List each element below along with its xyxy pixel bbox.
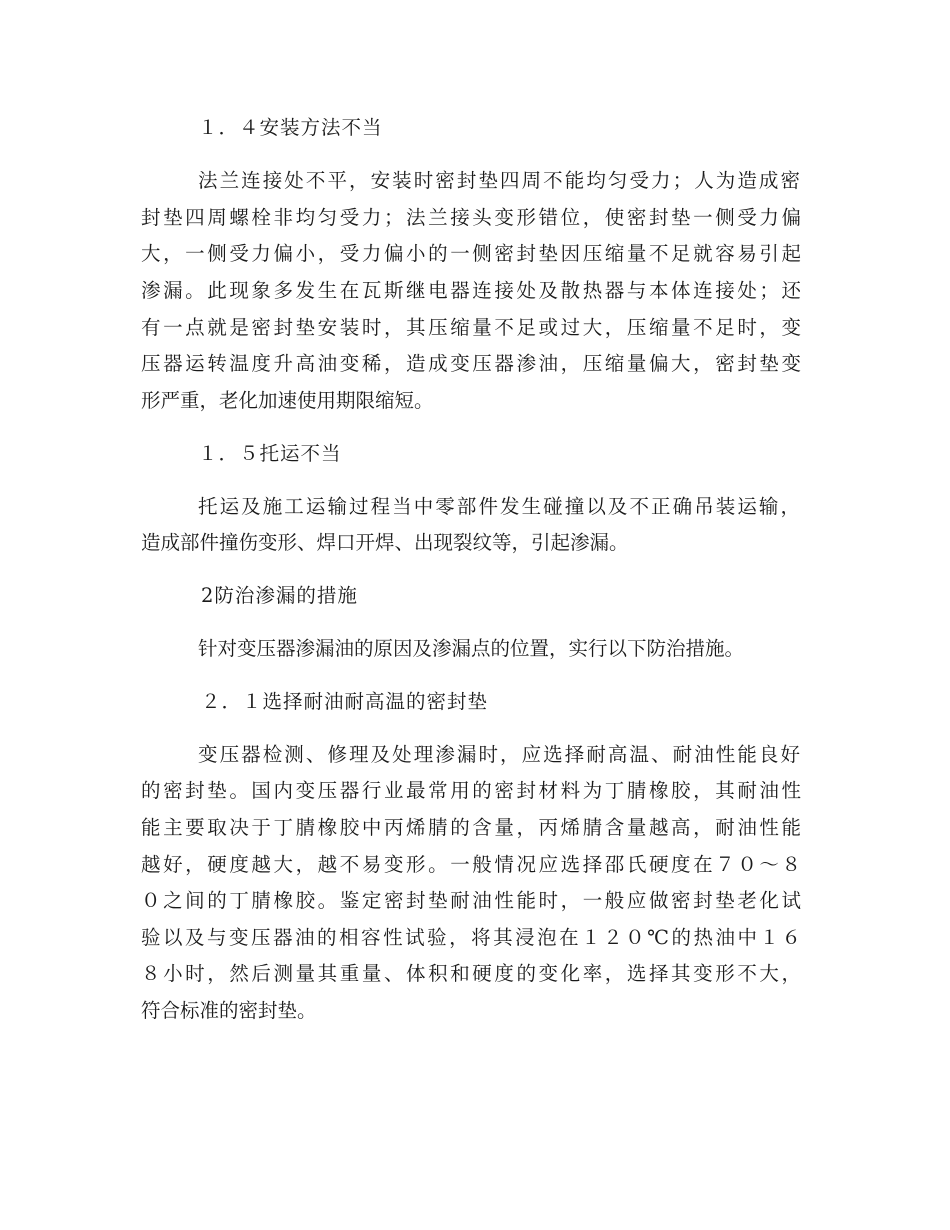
paragraph-line: 能主要取决于丁腈橡胶中丙烯腈的含量，丙烯腈含量越高，耐油性能 (141, 816, 801, 839)
section-heading-2-1: ２．１选择耐油耐高温的密封垫 (201, 690, 489, 713)
paragraph-line: 形严重，老化加速使用期限缩短。 (141, 389, 434, 412)
paragraph-line: 验以及与变压器油的相容性试验，将其浸泡在１２０℃的热油中１６ (141, 926, 801, 949)
paragraph-line: 渗漏。此现象多发生在瓦斯继电器连接处及散热器与本体连接处；还 (141, 279, 801, 302)
paragraph-line: 法兰连接处不平，安装时密封垫四周不能均匀受力；人为造成密 (198, 169, 800, 192)
paragraph-line: 造成部件撞伤变形、焊口开焊、出现裂纹等，引起渗漏。 (141, 531, 629, 554)
paragraph-line: 变压器检测、修理及处理渗漏时，应选择耐高温、耐油性能良好 (198, 743, 800, 766)
paragraph-line: 的密封垫。国内变压器行业最常用的密封材料为丁腈橡胶，其耐油性 (141, 779, 801, 802)
section-heading-1-5: １．５托运不当 (198, 442, 342, 465)
paragraph-line: ８小时，然后测量其重量、体积和硬度的变化率，选择其变形不大， (141, 962, 801, 985)
paragraph-line: 越好，硬度越大，越不易变形。一般情况应选择邵氏硬度在７０～８ (141, 853, 801, 876)
paragraph-line: 大，一侧受力偏小，受力偏小的一侧密封垫因压缩量不足就容易引起 (141, 242, 801, 265)
paragraph-line: ０之间的丁腈橡胶。鉴定密封垫耐油性能时，一般应做密封垫老化试 (141, 889, 801, 912)
paragraph-line: 封垫四周螺栓非均匀受力；法兰接头变形错位，使密封垫一侧受力偏 (141, 206, 801, 229)
section-heading-1-4: １．４安装方法不当 (198, 116, 383, 139)
paragraph-line: 符合标准的密封垫。 (141, 999, 317, 1022)
paragraph-line: 托运及施工运输过程当中零部件发生碰撞以及不正确吊装运输， (198, 495, 800, 518)
paragraph-line: 有一点就是密封垫安装时，其压缩量不足或过大，压缩量不足时，变 (141, 316, 801, 339)
section-heading-2: 2防治渗漏的措施 (201, 584, 358, 607)
paragraph-line: 压器运转温度升高油变稀，造成变压器渗油，压缩量偏大，密封垫变 (141, 352, 801, 375)
paragraph-line: 针对变压器渗漏油的原因及渗漏点的位置，实行以下防治措施。 (198, 637, 745, 660)
